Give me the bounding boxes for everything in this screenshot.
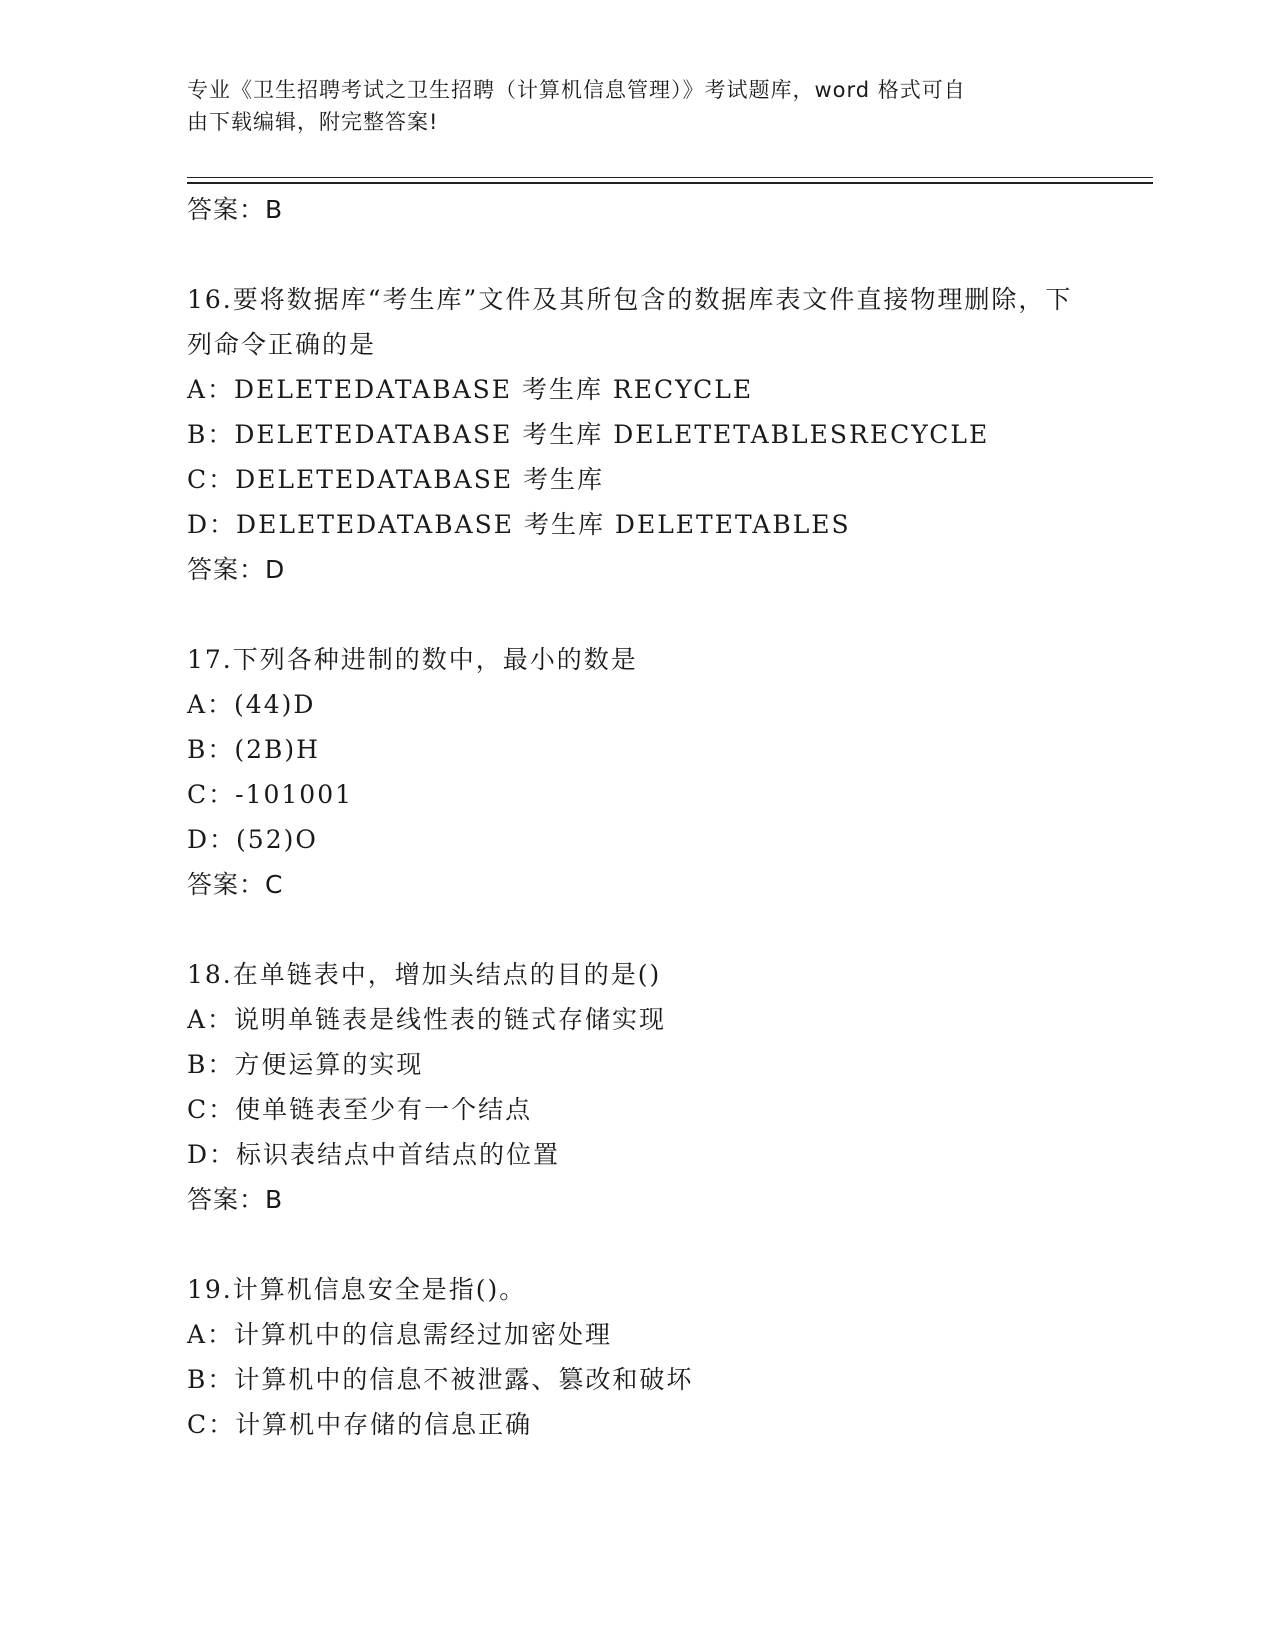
option-b: B：DELETEDATABASE 考生库 DELETETABLESRECYCLE <box>187 420 990 449</box>
answer: 答案：D <box>187 555 286 584</box>
answer: 答案：C <box>187 870 284 899</box>
header-divider-thick <box>187 182 1153 184</box>
option-d: D：DELETEDATABASE 考生库 DELETETABLES <box>187 510 851 539</box>
option-b: B：方便运算的实现 <box>187 1050 424 1079</box>
question-16 <box>187 277 1153 592</box>
option-c: C：-101001 <box>187 780 354 809</box>
option-a: A：(44)D <box>187 690 316 719</box>
option-d: D：(52)O <box>187 825 318 854</box>
option-c: C：计算机中存储的信息正确 <box>187 1410 533 1439</box>
option-d: D：标识表结点中首结点的位置 <box>187 1140 561 1169</box>
question-18 <box>187 952 1153 1222</box>
option-a: A：计算机中的信息需经过加密处理 <box>187 1320 613 1349</box>
question-text: 18.在单链表中，增加头结点的目的是() <box>187 960 662 989</box>
question-text: 17.下列各种进制的数中，最小的数是 <box>187 645 638 674</box>
document-header <box>187 74 1087 138</box>
header-line-1: 专业《卫生招聘考试之卫生招聘（计算机信息管理）》考试题库，word 格式可自 <box>187 78 966 102</box>
option-a: A：说明单链表是线性表的链式存储实现 <box>187 1005 667 1034</box>
question-text: 16.要将数据库“考生库”文件及其所包含的数据库表文件直接物理删除，下列命令正确的是 <box>187 285 1073 359</box>
question-19 <box>187 1267 1153 1447</box>
option-c: C：使单链表至少有一个结点 <box>187 1095 533 1124</box>
question-text: 19.计算机信息安全是指()。 <box>187 1275 527 1304</box>
option-c: C：DELETEDATABASE 考生库 <box>187 465 605 494</box>
option-a: A：DELETEDATABASE 考生库 RECYCLE <box>187 375 754 404</box>
question-17 <box>187 637 1153 907</box>
header-line-2: 由下载编辑，附完整答案! <box>187 110 439 134</box>
previous-answer: 答案：B <box>187 195 284 224</box>
header-divider-thin <box>187 177 1153 178</box>
option-b: B：(2B)H <box>187 735 320 764</box>
option-b: B：计算机中的信息不被泄露、篡改和破坏 <box>187 1365 694 1394</box>
question-list <box>187 187 1153 1447</box>
answer: 答案：B <box>187 1185 284 1214</box>
